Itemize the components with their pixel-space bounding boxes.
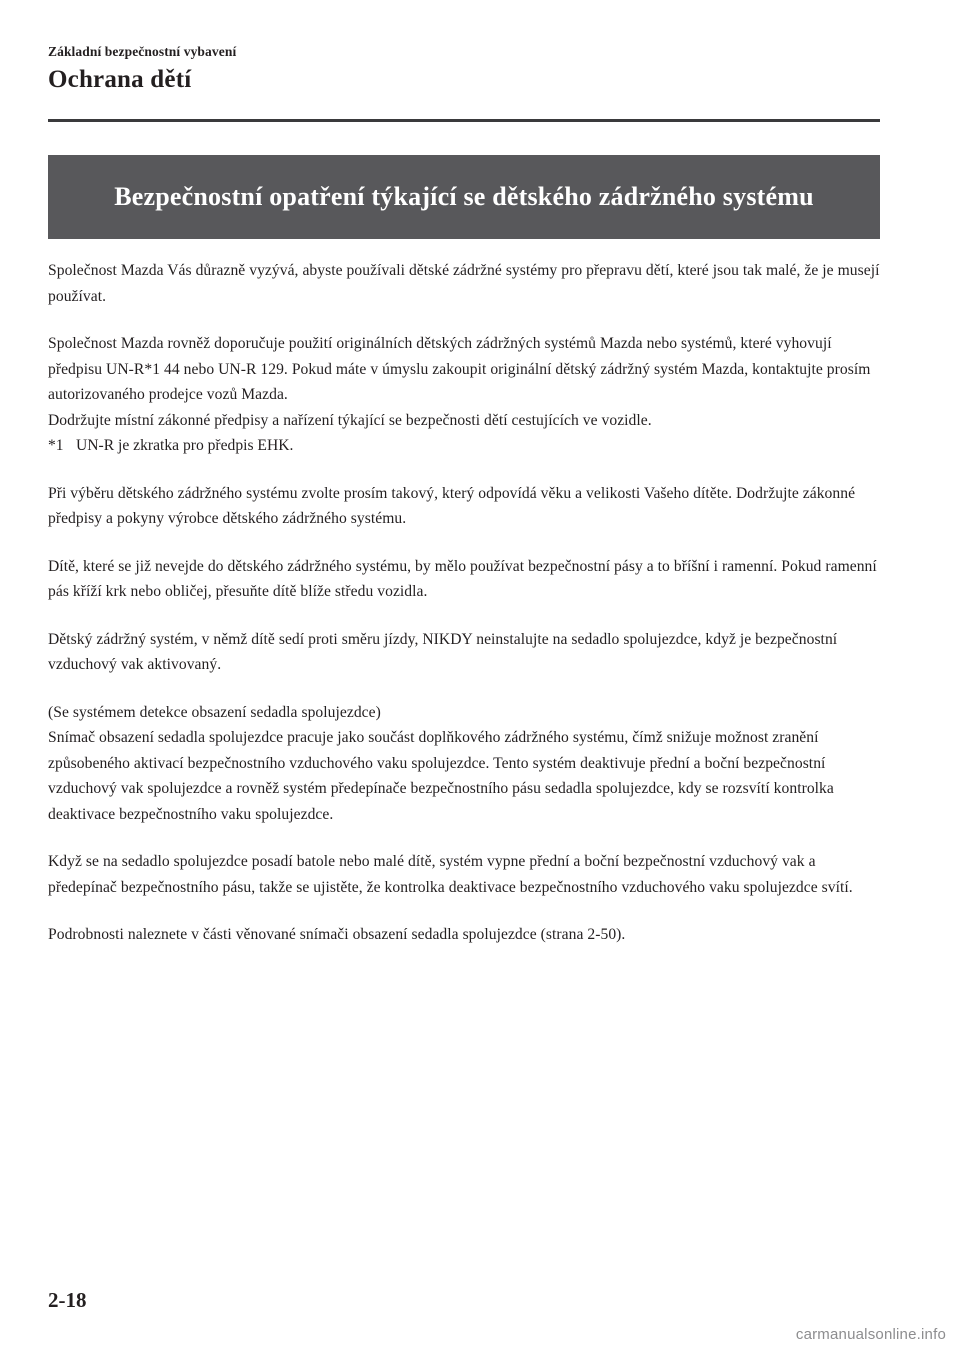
paragraph: (Se systémem detekce obsazení sedadla spolujezdce) (48, 703, 381, 721)
paragraph: Společnost Mazda rovněž doporučuje použití originálních dětských zádržných systémů Mazda nebo systémů, které vyhovují předpisu UN-R*1 44 nebo UN-R 129. Pokud máte v úmyslu zakoupit originální dětský zádržný systém Mazda, kontaktujte prosím autorizovaného prodejce vozů Mazda. (48, 335, 871, 403)
paragraph: Společnost Mazda Vás důrazně vyzývá, abyste používali dětské zádržné systémy pro přepravu dětí, které jsou tak malé, že je musejí používat. (48, 262, 880, 305)
header-divider (48, 119, 880, 122)
page-header (48, 44, 880, 94)
site-watermark: carmanualsonline.info (795, 1326, 946, 1343)
page-title: Ochrana dětí (48, 66, 192, 93)
paragraph: Dodržujte místní zákonné předpisy a nařízení týkající se bezpečnosti dětí cestujících ve vozidle. (48, 411, 652, 429)
footnote-text: UN-R je zkratka pro předpis EHK. (76, 437, 294, 454)
paragraph: Podrobnosti naleznete v části věnované snímači obsazení sedadla spolujezdce (strana 2-50). (48, 926, 626, 943)
footnote (48, 433, 888, 459)
header-eyebrow: Základní bezpečnostní vybavení (48, 44, 237, 59)
page-number: 2-18 (48, 1288, 87, 1312)
section-title-text: Bezpečnostní opatření týkající se dětského zádržného systému (114, 182, 814, 212)
paragraph: Dětský zádržný systém, v němž dítě sedí proti směru jízdy, NIKDY neinstalujte na sedadlo spolujezdce, když je bezpečnostní vzduchový vak aktivovaný. (48, 630, 838, 673)
body-content (48, 258, 888, 970)
paragraph: Snímač obsazení sedadla spolujezdce pracuje jako součást doplňkového zádržného systému, čímž snižuje možnost zranění způsobeného aktivací bezpečnostního vzduchového vaku spolujezdce. Tento systém deaktivuje přední a boční bezpečnostní vzduchový vak spolujezdce a rovněž systém předepínače bezpečnostního pásu sedadla spolujezdce, kdy se rozsvítí kontrolka deaktivace bezpečnostního vaku spolujezdce. (48, 729, 834, 823)
paragraph: Dítě, které se již nevejde do dětského zádržného systému, by mělo používat bezpečnostní pásy a to bříšní i ramenní. Pokud ramenní pás kříží krk nebo obličej, přesuňte dítě blíže středu vozidla. (48, 557, 877, 600)
paragraph: Když se na sedadlo spolujezdce posadí batole nebo malé dítě, systém vypne přední a boční bezpečnostní vzduchový vak a předepínač bezpečnostního pásu, takže se ujistěte, že kontrolka deaktivace bezpečnostního vzduchového vaku spolujezdce svítí. (48, 853, 853, 896)
footnote-mark: *1 (48, 437, 64, 454)
section-title-banner (48, 155, 880, 239)
paragraph: Při výběru dětského zádržného systému zvolte prosím takový, který odpovídá věku a velikosti Vašeho dítěte. Dodržujte zákonné předpisy a pokyny výrobce dětského zádržného systému. (48, 484, 856, 527)
